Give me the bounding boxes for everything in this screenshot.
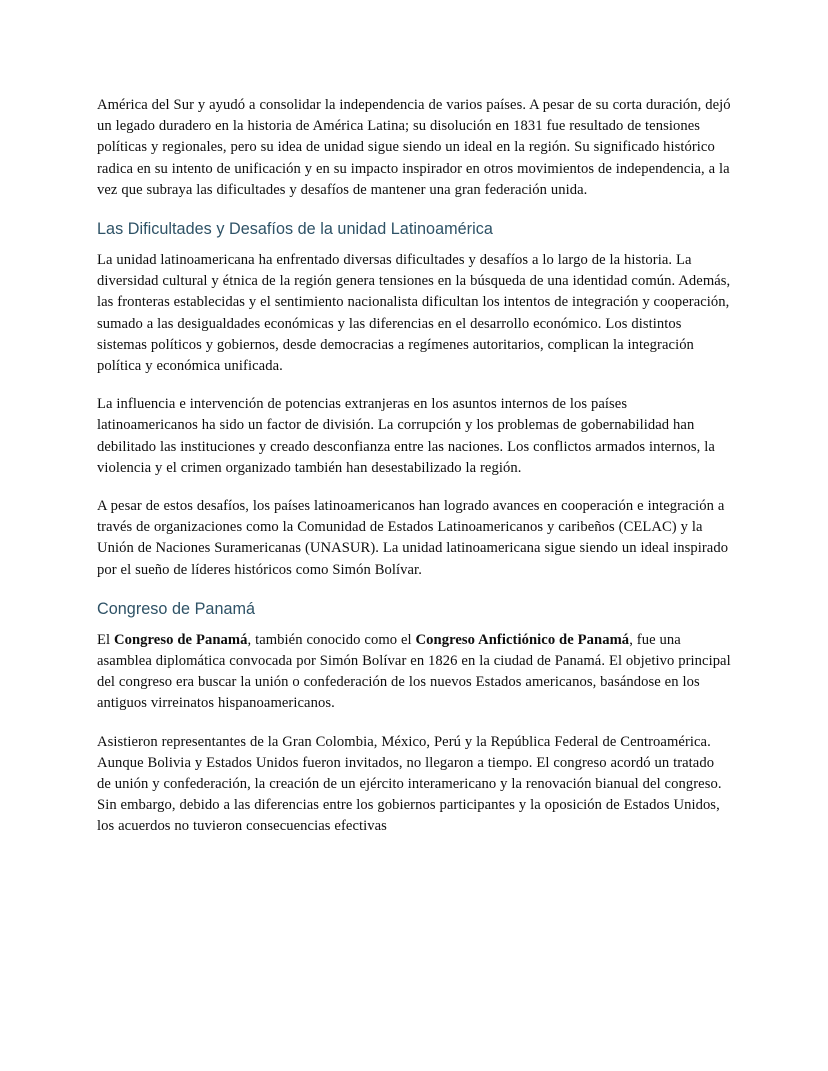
paragraph-asistentes-acuerdos: Asistieron representantes de la Gran Colombia, México, Perú y la República Federal de Centroamérica. Aunque Bolivia y Estados Unidos fueron invitados, no llegaron a tiempo. El congreso acordó un tratado de unión y confederación, la creación de un ejército interamericano y la renovación bianual del congreso. Sin embargo, debido a las diferencias entre los gobiernos participantes y la oposición de Estados Unidos, los acuerdos no tuvieron consecuencias efectivas [97, 733, 722, 835]
paragraph-influencia-extranjera: La influencia e intervención de potencias extranjeras en los asuntos internos de los países latinoamericanos ha sido un factor de división. La corrupción y los problemas de gobernabilidad han debilitado las instituciones y creado desconfianza entre las naciones. Los conflictos armados internos, la violencia y el crimen organizado también han desestabilizado la región. [97, 396, 715, 476]
heading-congreso-de-panama: Congreso de Panamá [97, 599, 256, 618]
document-content [97, 95, 731, 838]
heading-dificultades-desafios: Las Dificultades y Desafíos de la unidad Latinoamérica [97, 220, 493, 239]
paragraph-diversidad-fronteras: La unidad latinoamericana ha enfrentado diversas dificultades y desafíos a lo largo de la historia. La diversidad cultural y étnica de la región genera tensiones en la búsqueda de una identidad común. Además, las fronteras establecidas y el sentimiento nacionalista dificultan los intentos de integración y cooperación, sumado a las desigualdades económicas y las diferencias en el desarrollo económico. Los distintos sistemas políticos y gobiernos, desde democracias a regímenes autoritarios, complican la integración política y económica unificada. [97, 252, 731, 375]
bold-text-run-3: Congreso Anfictiónico de Panamá [415, 631, 630, 648]
paragraph-celac-unasur: A pesar de estos desafíos, los países latinoamericanos han logrado avances en cooperación e integración a través de organizaciones como la Comunidad de Estados Latinoamericanos y caribeños (CELAC) y la Unión de Naciones Suramericanas (UNASUR). La unidad latinoamericana sigue siendo un ideal inspirado por el sueño de líderes históricos como Simón Bolívar. [97, 498, 729, 578]
paragraph-gran-colombia-legado: América del Sur y ayudó a consolidar la independencia de varios países. A pesar de su corta duración, dejó un legado duradero en la historia de América Latina; su disolución en 1831 fue resultado de tensiones políticas y regionales, pero su idea de unidad sigue siendo un ideal en la región. Su significado histórico radica en su intento de unificación y en su impacto inspirador en otros movimientos de independencia, a la vez que subraya las dificultades y desafíos de mantener una gran federación unida. [97, 97, 731, 198]
text-run-4: , fue una asamblea diplomática convocada por Simón Bolívar en 1826 en la ciudad de Panamá. El objetivo principal del congreso era buscar la unión o confederación de los nuevos Estados americanos, basándose en los antiguos virreinatos hispanoamericanos. [97, 631, 731, 712]
text-run-0: El [97, 631, 114, 648]
paragraph-congreso-definicion [97, 630, 731, 715]
text-run-2: , también conocido como el [247, 631, 416, 648]
bold-text-run-1: Congreso de Panamá [113, 631, 248, 648]
